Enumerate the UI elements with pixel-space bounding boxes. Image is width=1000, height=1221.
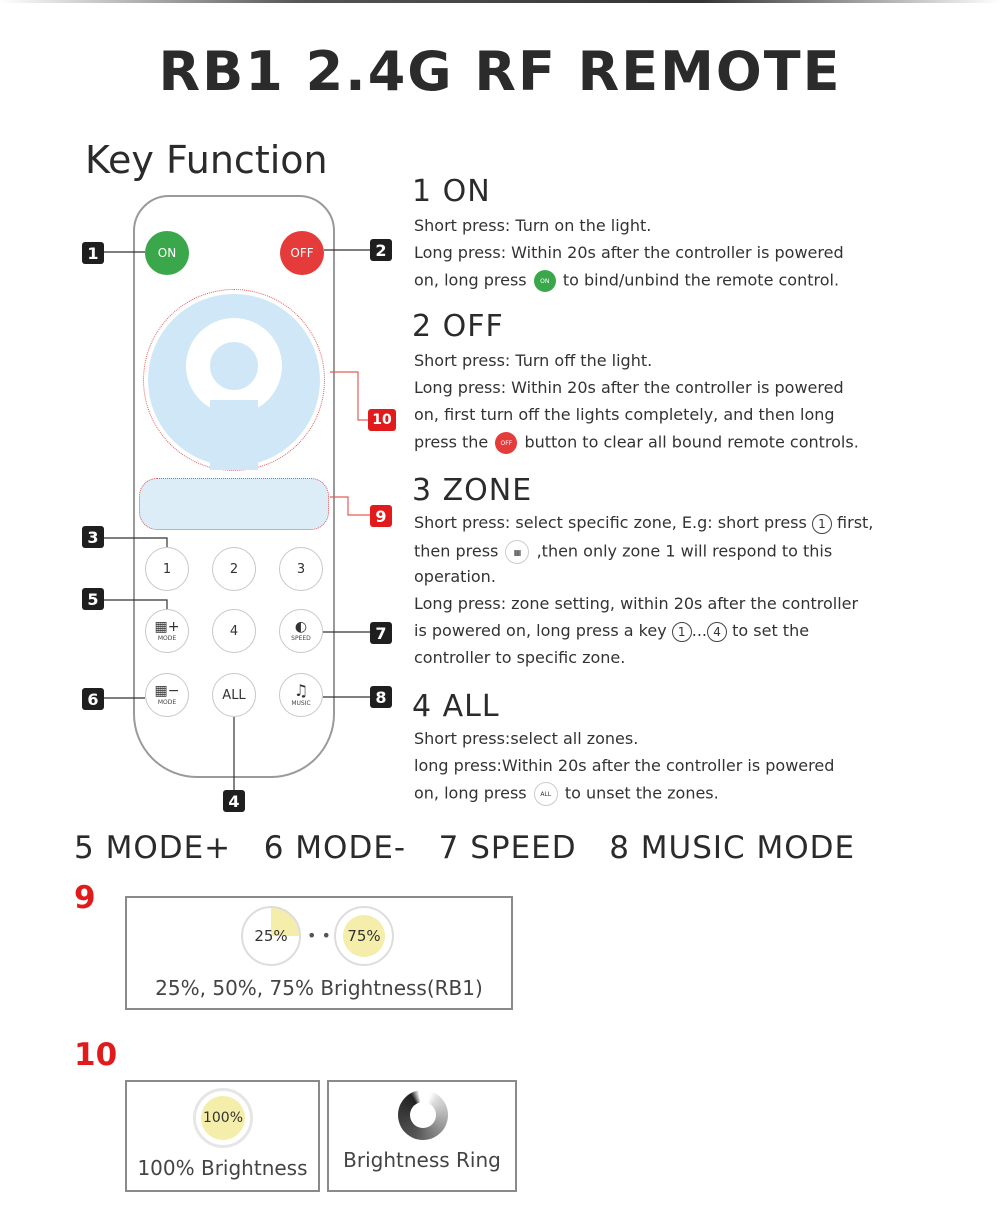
zone-3-label: 3	[296, 561, 306, 577]
section-zone-line-2b: ,then only zone 1 will respond to this	[536, 541, 833, 561]
full-brightness-label: 100%	[202, 1110, 244, 1126]
low-brightness-label: 25%	[254, 927, 288, 945]
callout-7: 7	[370, 622, 392, 644]
section-off-line-4	[414, 432, 859, 454]
section-zone-line-5c: to set the	[732, 621, 810, 640]
section-off-line-1: Short press: Turn off the light.	[414, 351, 653, 370]
high-brightness-dial[interactable]	[334, 906, 394, 966]
panel-10-caption-b: Brightness Ring	[343, 1148, 501, 1172]
all-label: ALL	[222, 687, 246, 703]
section-zone-line-1a: Short press: select specific zone, E.g: short press	[414, 513, 807, 532]
section-off-line-4b: button to clear all bound remote controls.	[524, 432, 859, 452]
section-zone-heading: 3 ZONE	[412, 473, 533, 508]
key-legend: 5 MODE+ 6 MODE- 7 SPEED 8 MUSIC MODE	[74, 830, 856, 866]
panel-9-box	[125, 896, 513, 1010]
zone-2-label: 2	[229, 561, 239, 577]
section-zone-line-2	[414, 540, 832, 564]
section-zone-line-5a: is powered on, long press a key	[414, 621, 667, 640]
zone-4-circled: 4	[707, 622, 727, 642]
section-all-line-1: Short press:select all zones.	[414, 729, 639, 748]
panel-10-number: 10	[74, 1037, 118, 1073]
speed-icon: ◐	[294, 619, 308, 635]
section-zone-line-1b: first,	[837, 513, 874, 532]
section-on-line-3b: to bind/unbind the remote control.	[562, 270, 840, 290]
callout-8: 8	[370, 686, 392, 708]
mode-plus-label: MODE	[157, 635, 177, 642]
callout-6: 6	[82, 688, 104, 710]
panel-10-brightness-box	[125, 1080, 320, 1192]
panel-10-ring-box	[327, 1080, 517, 1192]
section-subtitle: Key Function	[85, 138, 328, 182]
section-zone-line-5	[414, 621, 809, 642]
high-brightness-label: 75%	[347, 927, 381, 945]
callout-5: 5	[82, 588, 104, 610]
section-on-line-2: Long press: Within 20s after the controller is powered	[414, 243, 844, 262]
dots-separator: • •	[307, 926, 331, 945]
section-all-heading: 4 ALL	[412, 689, 500, 724]
panel-9-number: 9	[74, 880, 96, 916]
section-all-line-3	[414, 782, 719, 806]
on-label: ON	[157, 246, 177, 260]
speed-label: SPEED	[291, 635, 311, 642]
off-inline-label: OFF	[500, 439, 513, 447]
zone-4-label: 4	[229, 623, 239, 639]
section-off-line-4a: press the	[414, 432, 489, 452]
section-zone-line-5b: ...	[691, 621, 708, 640]
mode-minus-icon: ▦−	[154, 683, 180, 699]
panel-9-caption: 25%, 50%, 75% Brightness(RB1)	[155, 976, 483, 1000]
callout-9: 9	[370, 505, 392, 527]
section-all-line-3b: to unset the zones.	[564, 783, 719, 803]
callout-4: 4	[223, 790, 245, 812]
section-on-line-3a: on, long press	[414, 270, 527, 290]
callout-10: 10	[368, 409, 396, 431]
off-label: OFF	[290, 246, 314, 260]
on-inline-icon	[534, 270, 556, 292]
callout-lines	[0, 0, 400, 820]
mode-inline-icon: ▦	[505, 540, 529, 564]
callout-3: 3	[82, 526, 104, 548]
section-on-line-1: Short press: Turn on the light.	[414, 216, 652, 235]
section-all-line-2: long press:Within 20s after the controller is powered	[414, 756, 835, 775]
off-inline-icon	[495, 432, 517, 454]
callout-1: 1	[82, 242, 104, 264]
all-inline-icon	[534, 782, 558, 806]
on-inline-label: ON	[540, 277, 550, 285]
full-brightness-fill	[201, 1096, 245, 1140]
panel-10-caption-a: 100% Brightness	[137, 1156, 308, 1180]
section-on-line-3	[414, 270, 839, 292]
music-icon: ♫	[293, 681, 309, 700]
music-label: MUSIC	[291, 700, 311, 707]
section-on-heading: 1 ON	[412, 174, 491, 209]
section-zone-line-4: Long press: zone setting, within 20s after the controller	[414, 594, 859, 613]
low-brightness-dial[interactable]	[241, 906, 301, 966]
page-title: RB1 2.4G RF REMOTE	[158, 40, 842, 103]
section-zone-line-1	[414, 513, 873, 534]
zone-1-label: 1	[162, 561, 172, 577]
brightness-ring-hole	[410, 1102, 436, 1128]
section-off-line-2: Long press: Within 20s after the controller is powered	[414, 378, 844, 397]
mode-minus-label: MODE	[157, 699, 177, 706]
full-brightness-dial[interactable]	[193, 1088, 253, 1148]
all-inline-label: ALL	[540, 790, 552, 798]
zone-1-circled: 1	[812, 514, 832, 534]
section-all-line-3a: on, long press	[414, 783, 527, 803]
mode-plus-icon: ▦+	[154, 619, 180, 635]
section-zone-line-2a: then press	[414, 541, 499, 561]
section-off-heading: 2 OFF	[412, 309, 504, 344]
zone-1-circled-b: 1	[672, 622, 692, 642]
callout-2: 2	[370, 239, 392, 261]
section-off-line-3: on, first turn off the lights completely, and then long	[414, 405, 835, 424]
high-brightness-fill	[343, 915, 385, 957]
section-zone-line-6: controller to specific zone.	[414, 648, 626, 667]
section-zone-line-3: operation.	[414, 567, 496, 586]
